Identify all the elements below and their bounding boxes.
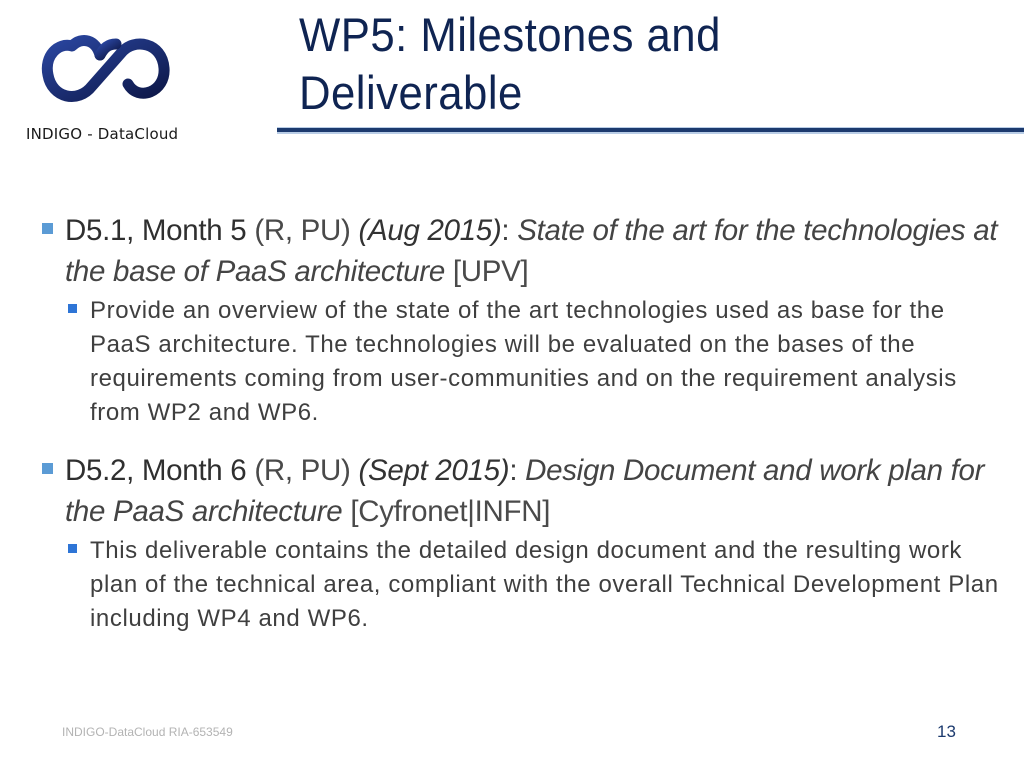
logo — [18, 20, 198, 150]
deliverable-details — [65, 294, 1010, 430]
deliverable-date: (Sept 2015) — [358, 454, 510, 487]
square-bullet-icon — [42, 223, 53, 234]
deliverable-item — [40, 450, 1010, 636]
deliverable-code: D5.1, Month 5 — [65, 214, 247, 247]
footer-project-id: INDIGO-DataCloud RIA-653549 — [62, 725, 233, 739]
title-line-1: WP5: Milestones and — [299, 8, 721, 61]
deliverable-description: Design Document and work plan for the PaaS architecture — [65, 454, 985, 528]
deliverable-details — [65, 534, 1010, 636]
slide-content — [40, 210, 1010, 636]
deliverable-code: D5.2, Month 6 — [65, 454, 247, 487]
details-text: This deliverable contains the detailed design document and the resulting work plan of the technical area, compliant with the overall Technical Development Plan including WP4 and WP6. — [90, 537, 999, 632]
deliverable-owner: [UPV] — [452, 255, 529, 288]
page-number: 13 — [937, 722, 956, 741]
title-line-2: Deliverable — [299, 66, 523, 119]
deliverable-date: (Aug 2015) — [358, 214, 502, 247]
page-title — [299, 6, 950, 122]
square-bullet-icon — [68, 304, 77, 313]
separator: : — [509, 454, 518, 487]
deliverable-item — [40, 210, 1010, 430]
details-text: Provide an overview of the state of the art technologies used as base for the PaaS architecture. The technologies will be evaluated on the bases of the requirements coming from user-communities and on the requirement analysis from WP2 and WP6. — [90, 297, 957, 426]
separator: : — [501, 214, 510, 247]
deliverable-description: State of the art for the technologies at the base of PaaS architecture — [65, 214, 998, 288]
cloud-infinity-icon — [30, 20, 190, 120]
deliverable-type: (R, PU) — [254, 214, 351, 247]
deliverable-type: (R, PU) — [254, 454, 351, 487]
deliverable-owner: [Cyfronet|INFN] — [350, 495, 551, 528]
square-bullet-icon — [68, 544, 77, 553]
deliverable-heading — [40, 450, 1010, 532]
title-underline — [277, 127, 1024, 134]
deliverable-heading — [40, 210, 1010, 292]
square-bullet-icon — [42, 463, 53, 474]
logo-text: INDIGO - DataCloud — [26, 125, 179, 143]
